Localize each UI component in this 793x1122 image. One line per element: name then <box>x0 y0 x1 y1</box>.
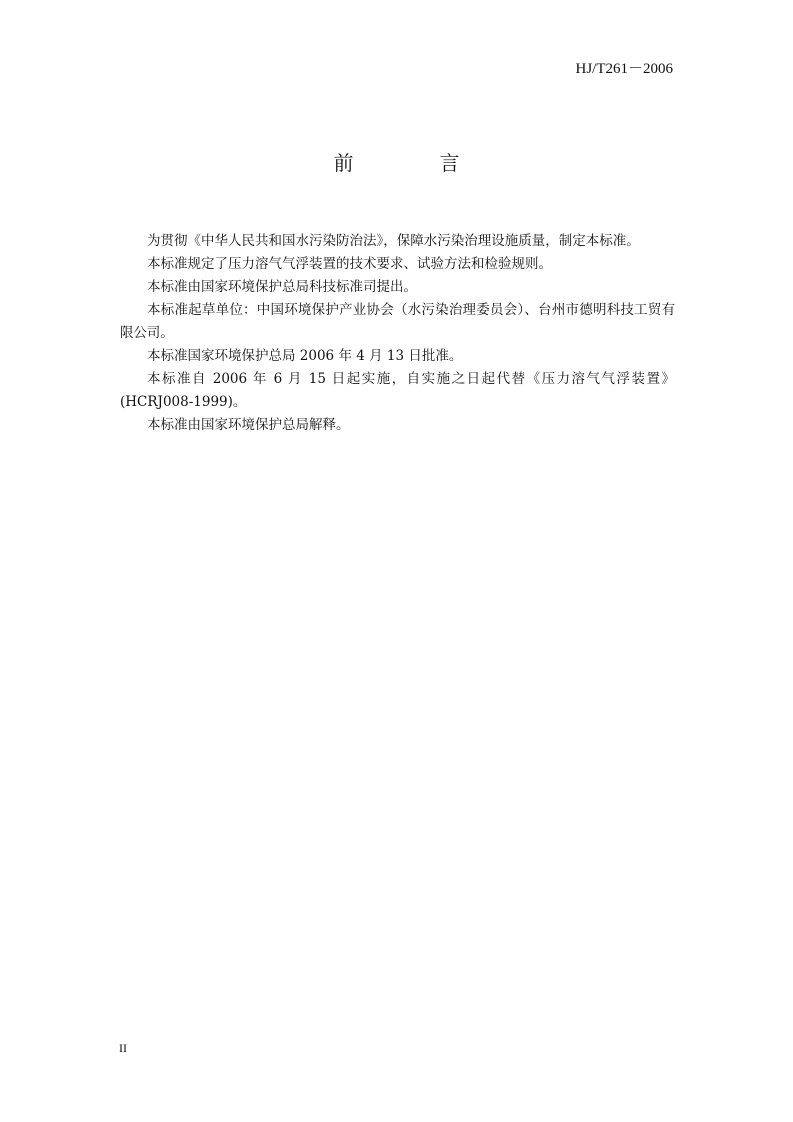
paragraph-drafting-units: 本标准起草单位：中国环境保护产业协会（水污染治理委员会）、台州市德明科技工贸有限公司。 <box>120 302 675 341</box>
paragraph-interpretation: 本标准由国家环境保护总局解释。 <box>147 417 350 433</box>
paragraph-approval: 本标准国家环境保护总局 2006 年 4 月 13 日批准。 <box>147 348 463 364</box>
paragraph-purpose: 为贯彻《中华人民共和国水污染防治法》，保障水污染治理设施质量，制定本标准。 <box>147 233 640 249</box>
paragraph-implementation: 本标准自 2006 年 6 月 15 日起实施，自实施之日起代替《压力溶气气浮装置》(HCRJ008-1999)。 <box>120 371 675 410</box>
page-title: 前 言 <box>333 151 493 175</box>
foreword-body <box>120 230 675 437</box>
standard-number-header: HJ/T261－2006 <box>575 61 673 77</box>
paragraph-scope: 本标准规定了压力溶气气浮装置的技术要求、试验方法和检验规则。 <box>147 256 552 272</box>
page-number: II <box>119 1041 127 1055</box>
paragraph-proposer: 本标准由国家环境保护总局科技标准司提出。 <box>147 279 417 295</box>
